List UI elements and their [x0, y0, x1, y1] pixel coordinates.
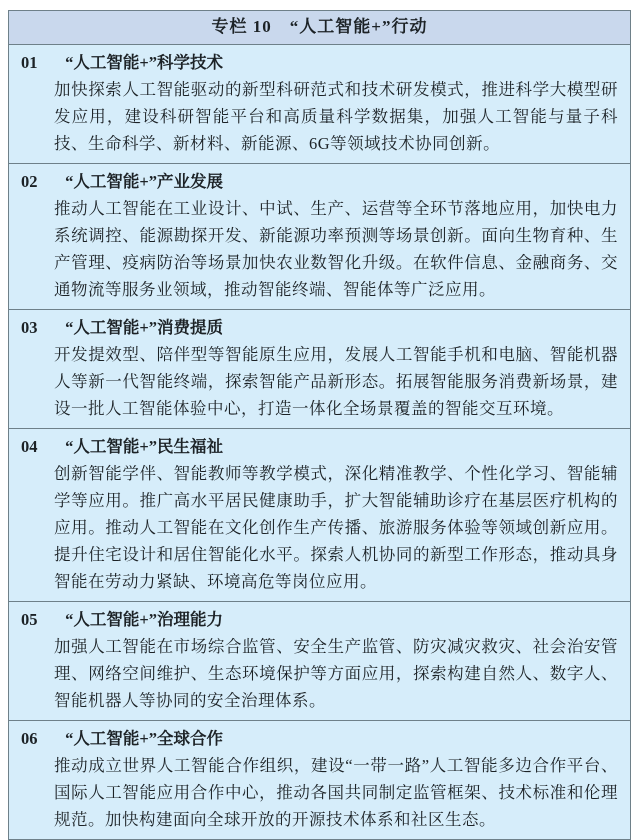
section-body-text: 推动人工智能在工业设计、中试、生产、运营等全环节落地应用，加快电力系统调控、能源勘探开发、新能源功率预测等场景创新。面向生物育种、生产管理、疫病防治等场景加快农业数智化升级。在软件信息、金融商务、交通物流等服务业领域，推动智能终端、智能体等广泛应用。 [54, 199, 618, 299]
section-row-02 [9, 164, 630, 310]
section-row-05 [9, 602, 630, 721]
section-number: 01 [21, 53, 38, 72]
section-body-text: 加快探索人工智能驱动的新型科研范式和技术研发模式，推进科学大模型研发应用，建设科研智能平台和高质量科学数据集，加强人工智能与量子科技、生命科学、新材料、新能源、6G等领域技术协同创新。 [54, 80, 618, 153]
section-title-line [21, 314, 618, 341]
section-row-03 [9, 310, 630, 429]
section-number: 02 [21, 172, 38, 191]
section-body-text: 开发提效型、陪伴型等智能原生应用，发展人工智能手机和电脑、智能机器人等新一代智能终端，探索智能产品新形态。拓展智能服务消费新场景，建设一批人工智能体验中心，打造一体化全场景覆盖的智能交互环境。 [54, 345, 618, 418]
section-row-01 [9, 45, 630, 164]
section-title: “人工智能+”民生福祉 [65, 437, 224, 456]
section-number: 03 [21, 318, 38, 337]
section-title-line [21, 725, 618, 752]
section-title-line [21, 49, 618, 76]
section-body-text: 加强人工智能在市场综合监管、安全生产监管、防灾减灾救灾、社会治安管理、网络空间维护、生态环境保护等方面应用，探索构建自然人、数字人、智能机器人等协同的安全治理体系。 [54, 637, 618, 710]
panel-title: 专栏 10 “人工智能+”行动 [211, 17, 428, 36]
section-number: 04 [21, 437, 38, 456]
section-title: “人工智能+”全球合作 [65, 729, 224, 748]
section-title: “人工智能+”科学技术 [65, 53, 224, 72]
section-body-text: 推动成立世界人工智能合作组织，建设“一带一路”人工智能多边合作平台、国际人工智能应用合作中心，推动各国共同制定监管框架、技术标准和伦理规范。加快构建面向全球开放的开源技术体系和社区生态。 [54, 756, 618, 829]
section-body-text: 创新智能学伴、智能教师等教学模式，深化精准教学、个性化学习、智能辅学等应用。推广高水平居民健康助手，扩大智能辅助诊疗在基层医疗机构的应用。推动人工智能在文化创作生产传播、旅游服务体验等领域创新应用。提升住宅设计和居住智能化水平。探索人机协同的新型工作形态，推动具身智能在劳动力紧缺、环境高危等岗位应用。 [54, 464, 618, 591]
section-number: 05 [21, 610, 38, 629]
section-title: “人工智能+”治理能力 [65, 610, 224, 629]
section-title-line [21, 606, 618, 633]
section-title: “人工智能+”消费提质 [65, 318, 224, 337]
section-row-04 [9, 429, 630, 602]
panel-header [9, 11, 630, 45]
section-title-line [21, 433, 618, 460]
section-number: 06 [21, 729, 38, 748]
section-title: “人工智能+”产业发展 [65, 172, 224, 191]
column-box-panel [8, 10, 631, 840]
section-row-06 [9, 721, 630, 839]
section-title-line [21, 168, 618, 195]
